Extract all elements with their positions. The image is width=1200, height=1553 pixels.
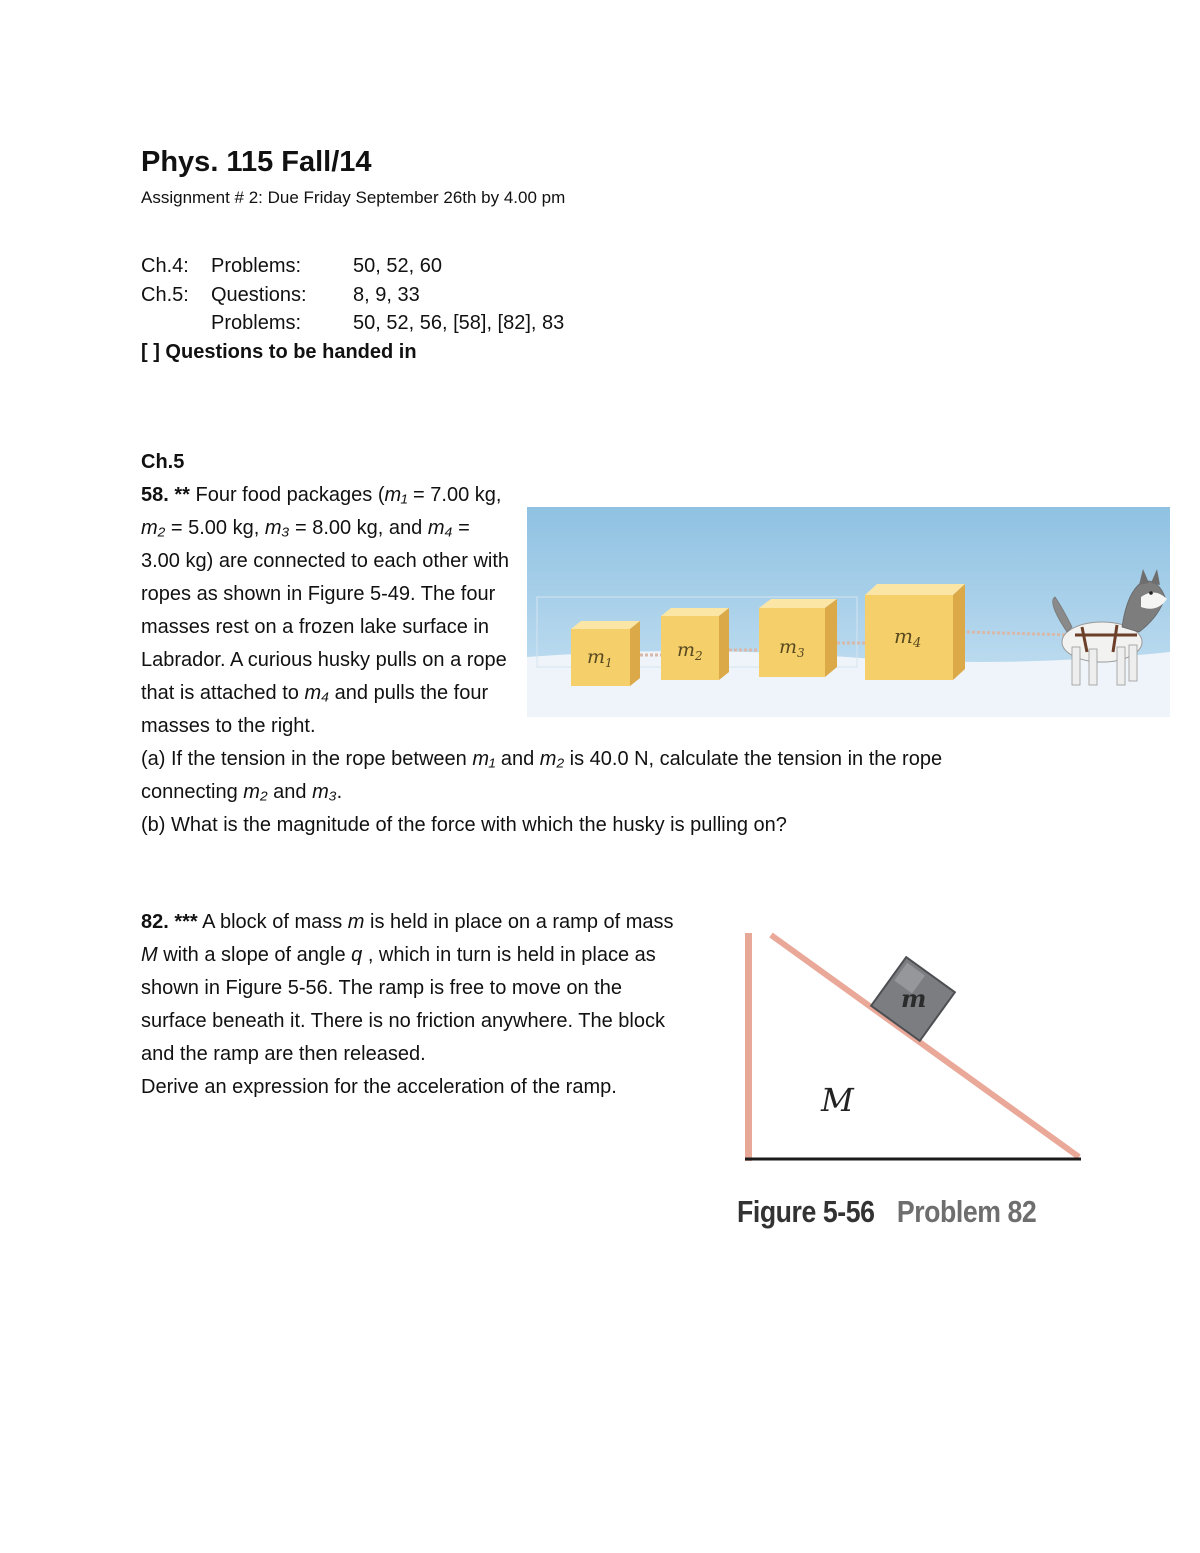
package-m3 [759, 599, 837, 677]
wall [745, 933, 752, 1161]
reading-row [141, 252, 564, 281]
package-m4 [865, 584, 965, 680]
symbol-m4: m₄ [427, 517, 453, 539]
figure-5-49 [527, 507, 1170, 717]
problem-58-part-b: (b) What is the magnitude of the force with which the husky is pulling on? [141, 814, 787, 836]
problem-82-statement: 82. *** A block of mass m is held in place on a ramp of mass M with a slope of angle q , which in turn is held in place as shown in Figure 5-56. The ramp is free to move on the surface beneath it. There is no friction anywhere. The block and the ramp are then released. [141, 911, 674, 1065]
handed-in-note: [ ] Questions to be handed in [141, 340, 417, 363]
label-m1: $m_1$ [587, 646, 613, 670]
figure-caption [737, 1194, 1036, 1230]
reading-row [141, 309, 564, 338]
problem-58-part-a: (a) If the tension in the rope between m₁ and m₂ is 40.0 N, calculate the tension in the rope connecting m₂ and m₃. [141, 748, 943, 803]
symbol-m: m [347, 911, 365, 933]
page-title: Phys. 115 Fall/14 [141, 146, 372, 178]
symbol-m4: m₄ [304, 682, 330, 704]
reading-items: 50, 52, 56, [58], [82], 83 [353, 312, 565, 334]
reading-items: 50, 52, 60 [353, 255, 442, 277]
reading-chapter: Ch.5: [141, 283, 189, 306]
symbol-m3: m₃ [264, 517, 290, 539]
problem-58-statement: 58. ** Four food packages (m₁ = 7.00 kg, m₂ = 5.00 kg, m₃ = 8.00 kg, and m₄ = 3.00 kg) are connected to each other with ropes as shown in Figure 5-49. The four masses rest on a frozen lake surface in Labrador. A curious husky pulls on a rope that is attached to m₄ and pulls the four masses to the right. [141, 484, 510, 737]
assignment-due: Assignment # 2: Due Friday September 26th by 4.00 pm [141, 188, 566, 207]
caption-problem: Problem 82 [896, 1194, 1037, 1229]
symbol-q: q [351, 944, 363, 966]
symbol-m1: m₁ [384, 484, 408, 506]
reading-chapter [141, 309, 211, 338]
caption-figure-number: Figure 5-56 [737, 1194, 875, 1229]
package-m1 [571, 621, 640, 686]
symbol-M: M [141, 944, 158, 966]
problem-82 [141, 906, 686, 1104]
symbol-m2: m₂ [141, 517, 166, 539]
label-m4: $m_4$ [894, 624, 922, 651]
reading-type: Problems: [211, 255, 302, 277]
label-m2: $m_2$ [677, 639, 703, 663]
label-block-m: m [901, 984, 927, 1013]
problem-number: 58. ** [141, 484, 190, 506]
label-m3: $m_3$ [779, 636, 805, 660]
reading-items: 8, 9, 33 [353, 283, 420, 306]
problem-number: 82. *** [141, 911, 198, 933]
problem-82-task: Derive an expression for the acceleration of the ramp. [141, 1076, 617, 1098]
reading-chapter: Ch.4: [141, 255, 189, 277]
reading-list [141, 252, 564, 366]
reading-type: Questions: [211, 283, 307, 306]
reading-type: Problems: [211, 312, 302, 334]
label-ramp-M: M [821, 1081, 854, 1119]
ramp-incline [771, 935, 1079, 1157]
section-label: Ch.5 [141, 451, 185, 473]
package-m2 [661, 608, 729, 680]
reading-row [141, 281, 564, 310]
